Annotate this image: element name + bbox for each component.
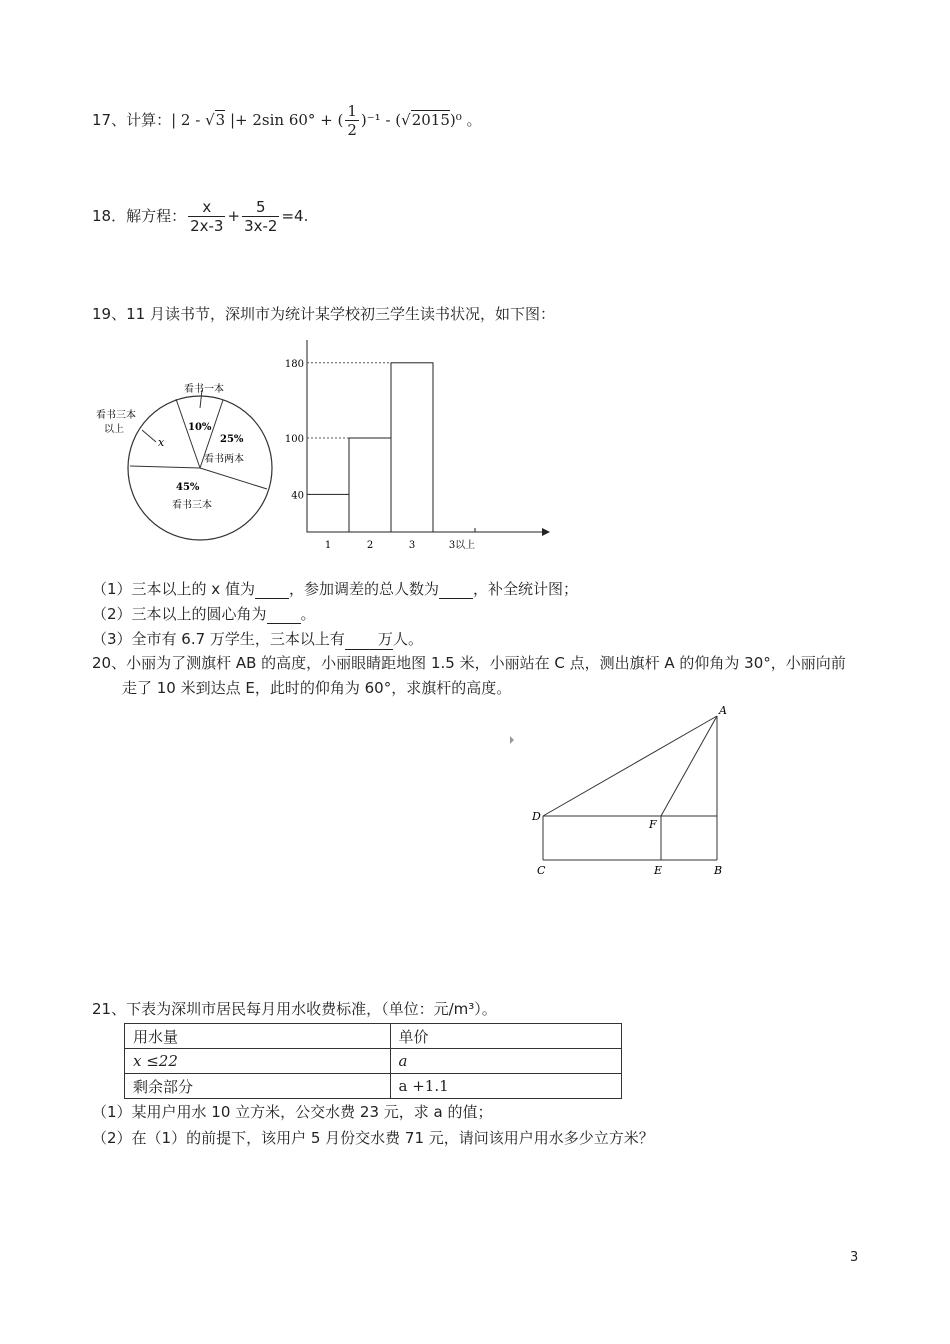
cell-usage-2: 剩余部分 xyxy=(125,1074,391,1099)
point-E: E xyxy=(654,864,663,877)
q18-rhs: =4. xyxy=(281,207,309,225)
table-row xyxy=(125,1074,622,1099)
q17-expr-a: | 2 - xyxy=(171,111,206,129)
blank-angle[interactable] xyxy=(267,605,301,624)
pie-pct-45: 45% xyxy=(176,482,200,493)
q18-line xyxy=(92,198,308,235)
q19-sub1-b: ，参加调差的总人数为 xyxy=(288,580,439,598)
bar-2 xyxy=(349,438,391,532)
q19-sub1-a: （1）三本以上的 x 值为 xyxy=(92,580,255,598)
pie-label-three: 看书三本 xyxy=(172,500,212,511)
pie-label-two: 看书两本 xyxy=(204,454,244,465)
q19-sub1 xyxy=(92,578,578,599)
pie-chart xyxy=(92,370,292,550)
q19-sub2 xyxy=(92,603,316,624)
blank-count[interactable] xyxy=(345,628,393,650)
q17-expr-b: |+ 2sin 60° + ( xyxy=(225,111,344,129)
ytick-label: 100 xyxy=(284,434,304,445)
q19-intro: 19、11 月读书节，深圳市为统计某学校初三学生读书状况，如下图： xyxy=(92,305,555,323)
q19-sub3-unit: 万 xyxy=(377,630,393,648)
sqrt-sign: √ xyxy=(205,111,215,129)
point-A: A xyxy=(719,704,727,717)
pie-label-three-plus-2: 以上 xyxy=(104,424,124,435)
blank-x-value[interactable] xyxy=(255,580,289,599)
pie-pct-25: 25% xyxy=(220,434,244,445)
xtick-label: 3以上 xyxy=(448,540,476,551)
xtick-label: 1 xyxy=(324,540,332,551)
blank-total[interactable] xyxy=(439,580,473,599)
point-F: F xyxy=(649,818,657,831)
pie-pct-10: 10% xyxy=(188,422,212,433)
q19-sub1-c: ，补全统计图； xyxy=(472,580,578,598)
point-C: C xyxy=(537,864,546,877)
cell-price-1: a xyxy=(390,1049,621,1074)
q17-label: 17、计算： xyxy=(92,111,172,129)
header-price: 单价 xyxy=(390,1024,621,1049)
q18-label: 18．解方程： xyxy=(92,207,187,225)
q20-line2: 走了 10 米到达点 E，此时的仰角为 60°，求旗杆的高度。 xyxy=(122,679,512,697)
pie-label-one: 看书一本 xyxy=(184,384,224,395)
header-usage: 用水量 xyxy=(125,1024,391,1049)
q18-plus: + xyxy=(227,207,241,225)
pie-pointer-x xyxy=(142,430,156,442)
q19-sub2-b: 。 xyxy=(300,605,316,623)
q21-sub2: （2）在（1）的前提下，该用户 5 月份交水费 71 元，请问该用户用水多少立方米？ xyxy=(92,1129,654,1147)
xtick-label: 3 xyxy=(408,540,416,551)
bar-1 xyxy=(307,494,349,532)
page-number: 3 xyxy=(850,1250,859,1265)
q19-sub3-a: （3）全市有 6.7 万学生，三本以上有 xyxy=(92,630,345,648)
line-DA xyxy=(543,716,717,816)
q17-line xyxy=(92,102,482,139)
x-axis-arrow xyxy=(542,528,550,536)
q21-intro: 21、下表为深圳市居民每月用水收费标准，（单位：元/m³）。 xyxy=(92,1000,497,1018)
q17-sqrt3: 3 xyxy=(215,111,226,129)
point-D: D xyxy=(532,810,541,823)
pie-divider-1 xyxy=(176,399,200,468)
q19-sub3-b: 人。 xyxy=(392,630,423,648)
pie-divider-3 xyxy=(200,468,267,489)
q17-frac-num: 1 xyxy=(347,102,357,120)
q17-sqrt2015: 2015 xyxy=(411,111,450,129)
q17-fraction xyxy=(345,102,359,139)
line-FA xyxy=(661,716,717,816)
pie-divider-4 xyxy=(130,466,200,468)
q18-frac2-num: 5 xyxy=(242,198,279,217)
pie-x-label: x xyxy=(158,436,165,449)
q18-frac2-den: 3x-2 xyxy=(244,217,278,235)
q18-fraction-2 xyxy=(242,198,279,235)
small-marker xyxy=(510,736,514,744)
water-fee-table xyxy=(124,1023,622,1099)
pie-label-three-plus-1: 看书三本 xyxy=(96,410,136,421)
table-row xyxy=(125,1049,622,1074)
q18-frac1-num: x xyxy=(188,198,225,217)
table-header-row xyxy=(125,1024,622,1049)
q17-expr-d: )⁰ 。 xyxy=(449,111,482,129)
flagpole-diagram xyxy=(505,700,745,885)
cell-usage-1: x ≤22 xyxy=(125,1049,391,1074)
q17-expr-c: )⁻¹ - ( xyxy=(360,111,402,129)
q19-sub2-a: （2）三本以上的圆心角为 xyxy=(92,605,267,623)
q18-fraction-1 xyxy=(188,198,225,235)
xtick-label: 2 xyxy=(366,540,374,551)
q19-sub3 xyxy=(92,628,423,650)
cell-price-2: a +1.1 xyxy=(390,1074,621,1099)
q17-frac-den: 2 xyxy=(347,121,357,139)
point-B: B xyxy=(714,864,723,877)
ytick-label: 40 xyxy=(291,490,304,502)
bar-chart xyxy=(280,334,550,558)
sqrt-sign-2: √ xyxy=(401,111,411,129)
q20-line1: 20、小丽为了测旗杆 AB 的高度，小丽眼睛距地图 1.5 米，小丽站在 C 点，测出旗杆 A 的仰角为 30°，小丽向前 xyxy=(92,654,846,672)
ytick-label: 180 xyxy=(284,358,304,370)
q18-frac1-den: 2x-3 xyxy=(190,217,224,235)
q21-sub1: （1）某用户用水 10 立方米，公交水费 23 元，求 a 的值； xyxy=(92,1103,493,1121)
bar-3 xyxy=(391,363,433,532)
